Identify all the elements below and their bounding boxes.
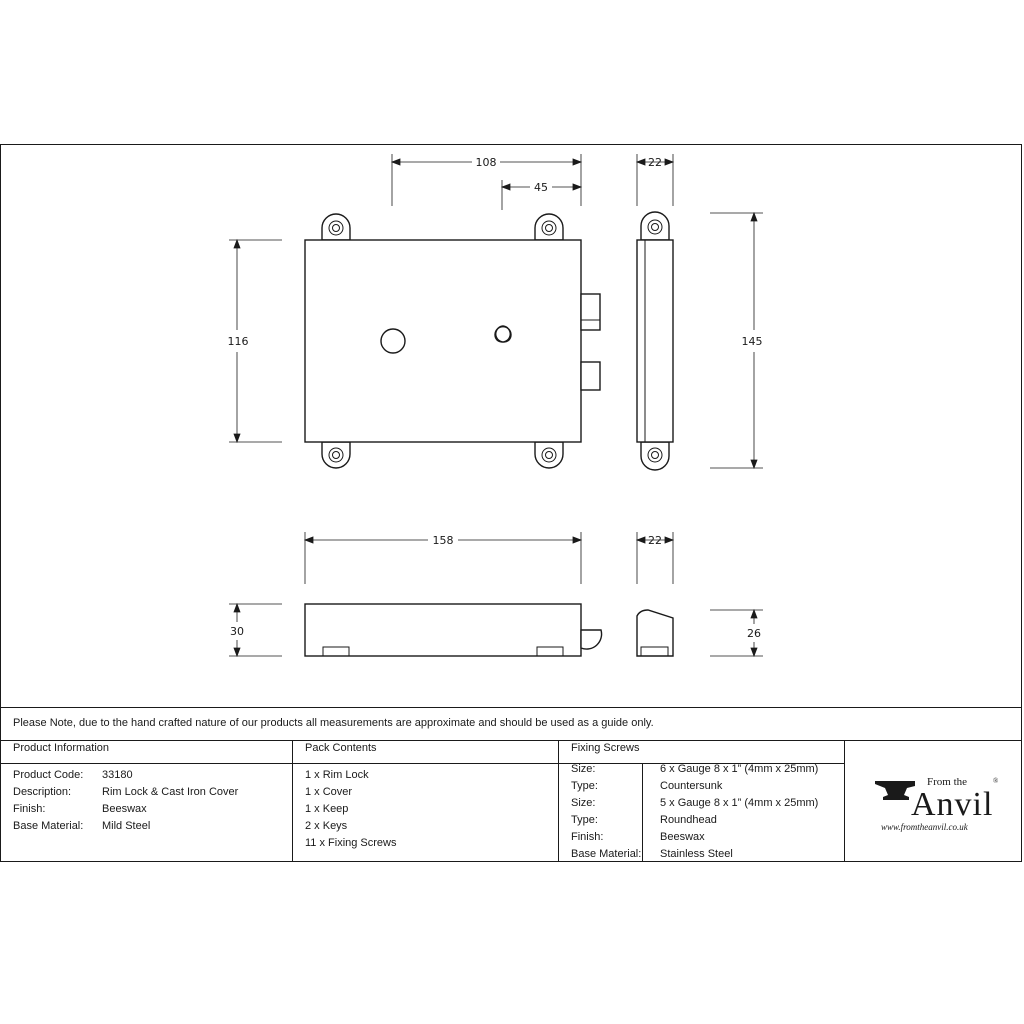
dim-108: 108 bbox=[475, 156, 497, 169]
dim-158: 158 bbox=[432, 534, 454, 547]
product-info-value: Beeswax bbox=[102, 803, 147, 815]
screw-value: Stainless Steel bbox=[660, 848, 733, 860]
screw-label: Size: bbox=[571, 763, 596, 775]
column-divider bbox=[292, 740, 293, 862]
dim-116: 116 bbox=[227, 335, 249, 348]
product-info-value: Mild Steel bbox=[102, 820, 151, 832]
screw-value: 6 x Gauge 8 x 1” (4mm x 25mm) bbox=[660, 763, 819, 775]
anvil-icon bbox=[875, 781, 915, 800]
spec-sheet bbox=[0, 144, 1022, 862]
screw-value: 5 x Gauge 8 x 1” (4mm x 25mm) bbox=[660, 797, 819, 809]
screw-label: Type: bbox=[571, 780, 598, 792]
dim-22-top: 22 bbox=[648, 156, 662, 169]
from-the-anvil-logo bbox=[871, 773, 1011, 833]
screw-value: Countersunk bbox=[660, 780, 723, 792]
product-info-label: Product Code: bbox=[13, 769, 84, 781]
screw-value: Roundhead bbox=[660, 814, 717, 826]
dim-26: 26 bbox=[747, 627, 761, 640]
divider bbox=[1, 707, 1021, 708]
screw-label: Type: bbox=[571, 814, 598, 826]
pack-item: 11 x Fixing Screws bbox=[305, 837, 397, 849]
dim-22-bottom: 22 bbox=[648, 534, 662, 547]
screw-label: Size: bbox=[571, 797, 596, 809]
logo-registered: ® bbox=[993, 777, 999, 785]
fixing-screws-heading: Fixing Screws bbox=[571, 742, 640, 754]
screw-label: Finish: bbox=[571, 831, 604, 843]
product-info-label: Description: bbox=[13, 786, 72, 798]
logo-url: www.fromtheanvil.co.uk bbox=[881, 822, 968, 832]
product-info-label: Finish: bbox=[13, 803, 46, 815]
dim-45: 45 bbox=[534, 181, 548, 194]
pack-contents-heading: Pack Contents bbox=[305, 742, 377, 754]
column-divider bbox=[844, 740, 845, 862]
divider bbox=[1, 740, 1021, 741]
dim-145: 145 bbox=[741, 335, 763, 348]
screw-value: Beeswax bbox=[660, 831, 705, 843]
dim-30: 30 bbox=[230, 625, 244, 638]
pack-item: 2 x Keys bbox=[305, 820, 348, 832]
logo-from-the: From the bbox=[927, 776, 968, 788]
pack-item: 1 x Cover bbox=[305, 786, 353, 798]
product-info-value: 33180 bbox=[102, 769, 133, 781]
column-divider bbox=[558, 740, 559, 862]
disclaimer-note: Please Note, due to the hand crafted nature of our products all measurements are approximate and should be used as a guide only. bbox=[13, 717, 654, 729]
product-info-heading: Product Information bbox=[13, 742, 109, 754]
pack-item: 1 x Keep bbox=[305, 803, 349, 815]
product-info-label: Base Material: bbox=[13, 820, 84, 832]
column-divider bbox=[642, 763, 643, 862]
pack-item: 1 x Rim Lock bbox=[305, 769, 369, 781]
logo-name: Anvil bbox=[911, 786, 994, 823]
product-info-value: Rim Lock & Cast Iron Cover bbox=[102, 786, 239, 798]
screw-label: Base Material: bbox=[571, 848, 642, 860]
